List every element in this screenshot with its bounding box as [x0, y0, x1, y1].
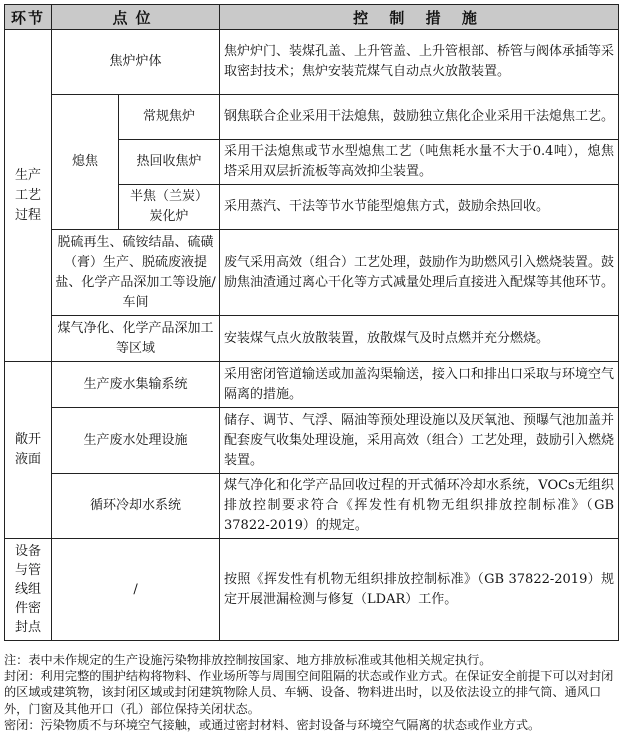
header-point: 点位: [52, 5, 220, 30]
header-stage: 环节: [5, 5, 52, 30]
point-cell: /: [52, 539, 220, 641]
point-cell: 热回收焦炉: [119, 140, 220, 185]
measure-cell: 采用蒸汽、干法等节水节能型熄焦方式，鼓励余热回收。: [220, 185, 619, 230]
point-cell: 生产废水集输系统: [52, 362, 220, 408]
table-row: [5, 316, 619, 362]
measure-cell: 采用密闭管道输送或加盖沟渠输送，接入口和排出口采取与环境空气隔离的措施。: [220, 362, 619, 408]
measure-cell: 废气采用高效（组合）工艺处理，鼓励作为助燃风引入燃烧装置。鼓励焦油渣通过离心干化等方式减量处理后直接进入配煤等其他环节。: [220, 230, 619, 316]
point-cell: 煤气净化、化学产品深加工等区域: [52, 316, 220, 362]
point-cell: 半焦（兰炭） 炭化炉: [119, 185, 220, 230]
header-measures: 控 制 措 施: [220, 5, 619, 30]
table-row: [5, 362, 619, 408]
table-row: [5, 539, 619, 641]
table-row: [5, 408, 619, 474]
table-row: [5, 474, 619, 539]
measure-cell: 按照《挥发性有机物无组织排放控制标准》（GB 37822-2019）规定开展泄漏检测与修复（LDAR）工作。: [220, 539, 619, 641]
note-general: 注：表中未作规定的生产设施污染物排放控制按国家、地方排放标准或其他相关规定执行。: [4, 653, 492, 667]
note-enclosed: 封闭：利用完整的围护结构将物料、作业场所等与周围空间阻隔的状态或作业方式。在保证安全前提下可以对封闭的区域或建筑物，该封闭区域或封闭建筑物除人员、车辆、设备、物料进出时，以及依法设立的排气筒、通风口外，门窗及其他开口（孔）部位保持关闭状态。: [4, 669, 614, 716]
stage-equipment: 设备 与管 线组 件密 封点: [5, 539, 52, 641]
point-cell: 常规焦炉: [119, 95, 220, 140]
measure-cell: 储存、调节、气浮、隔油等预处理设施以及厌氧池、预曝气池加盖并配套废气收集处理设施，采用高效（组合）工艺处理，鼓励引入燃烧装置。: [220, 408, 619, 474]
control-measures-table: [4, 4, 619, 641]
measure-cell: 钢焦联合企业采用干法熄焦，鼓励独立焦化企业采用干法熄焦工艺。: [220, 95, 619, 140]
measure-cell: 焦炉炉门、装煤孔盖、上升管盖、上升管根部、桥管与阀体承插等采取密封技术；焦炉安装荒煤气自动点火放散装置。: [220, 30, 619, 95]
point-cell: 生产废水处理设施: [52, 408, 220, 474]
measure-cell: 采用干法熄焦或节水型熄焦工艺（吨焦耗水量不大于0.4吨），熄焦塔采用双层折流板等高效抑尘装置。: [220, 140, 619, 185]
table-notes: [4, 652, 618, 733]
table-header-row: [5, 5, 619, 30]
point-cell: 脱硫再生、硫铵结晶、硫磺（膏）生产、脱硫废液提盐、化学产品深加工等设施/车间: [52, 230, 220, 316]
stage-open-surface: 敞开 液面: [5, 362, 52, 539]
note-sealed: 密闭：污染物质不与环境空气接触，或通过密封材料、密封设备与环境空气隔离的状态或作业方式。: [4, 717, 541, 732]
point-cell: 循环冷却水系统: [52, 474, 220, 539]
table-row: [5, 95, 619, 140]
table-row: [5, 30, 619, 95]
measure-cell: 安装煤气点火放散装置，放散煤气及时点燃并充分燃烧。: [220, 316, 619, 362]
control-measures-table-wrapper: [4, 4, 618, 641]
table-row: [5, 230, 619, 316]
point-cell: 焦炉炉体: [52, 30, 220, 95]
measure-cell: 煤气净化和化学产品回收过程的开式循环冷却水系统，VOCs无组织排放控制要求符合《挥发性有机物无组织排放控制标准》（GB 37822-2019）的规定。: [220, 474, 619, 539]
stage-production: 生产 工艺 过程: [5, 30, 52, 362]
point-group-quenching: 熄焦: [52, 95, 119, 230]
